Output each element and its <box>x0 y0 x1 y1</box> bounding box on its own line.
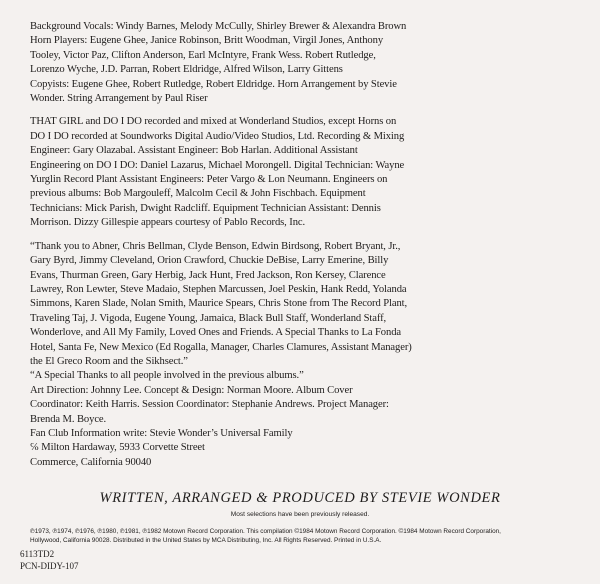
credit-line: Hotel, Santa Fe, New Mexico (Ed Rogalla, Manager, Charles Clamures, Assistant Manager) <box>30 341 412 353</box>
credits-text <box>30 20 578 479</box>
recording-credits <box>30 115 578 230</box>
credit-line: Gary Byrd, Jimmy Cleveland, Orion Crawford, Chuckie DeBise, Larry Emerine, Billy <box>30 255 389 267</box>
personnel-credits <box>30 20 578 106</box>
credit-line: Wonderlove, and All My Family, Loved Ones and Friends. A Special Thanks to La Fonda <box>30 327 401 339</box>
legal-line: ℗1973, ℗1974, ℗1976, ℗1980, ℗1981, ℗1982 Motown Record Corporation. This compilation ©1984 Motown Record Corporation. ©1984 Motown Record Corporation, <box>30 528 501 535</box>
credit-line: “Thank you to Abner, Chris Bellman, Clyde Benson, Edwin Birdsong, Robert Bryant, Jr., <box>30 240 401 252</box>
credit-line: previous albums: Bob Margouleff, Malcolm Cecil & John Fischbach. Equipment <box>30 188 366 200</box>
legal-notice <box>30 528 578 545</box>
credit-line: Lorenzo Wyche, J.D. Parran, Robert Eldridge, Alfred Wilson, Larry Gittens <box>30 64 343 76</box>
credit-line: Horn Players: Eugene Ghee, Janice Robinson, Britt Woodman, Virgil Jones, Anthony <box>30 35 384 47</box>
credit-line: THAT GIRL and DO I DO recorded and mixed at Wonderland Studios, except Horns on <box>30 116 397 128</box>
credit-line: Art Direction: Johnny Lee. Concept & Design: Norman Moore. Album Cover <box>30 384 353 396</box>
legal-line: Hollywood, California 90028. Distributed in the United States by MCA Distributing, Inc. All Rights Reserved. Printed in U.S.A. <box>30 536 382 544</box>
credit-line: the El Greco Room and the Sikhsect.” <box>30 355 188 367</box>
release-note: Most selections have been previously released. <box>230 511 370 518</box>
credit-line: Brenda M. Boyce. <box>30 413 107 425</box>
credit-line: Evans, Thurman Green, Gary Herbig, Jack Hunt, Fred Jackson, Ron Kersey, Clarence <box>30 269 386 281</box>
credit-line: Coordinator: Keith Harris. Session Coordinator: Stephanie Andrews. Project Manager: <box>30 399 389 411</box>
credit-line: Tooley, Victor Paz, Clifton Anderson, Earl McIntyre, Frank Wess. Robert Rutledge, <box>30 49 376 61</box>
credit-line: Fan Club Information write: Stevie Wonder’s Universal Family <box>30 427 293 439</box>
credit-line: ℅ Milton Hardaway, 5933 Corvette Street <box>30 442 205 454</box>
credit-line: “A Special Thanks to all people involved in the previous albums.” <box>30 370 304 382</box>
credit-line: Simmons, Karen Slade, Nolan Smith, Maurice Spears, Chris Stone from The Record Plant, <box>30 298 408 310</box>
credit-line: Yurglin Record Plant Assistant Engineers: Peter Vargo & Lon Neumann. Engineers on <box>30 174 388 186</box>
catalog-number: 6113TD2 <box>20 549 55 559</box>
credit-line: Traveling Taj, J. Vigoda, Eugene Young, Jamaica, Black Bull Staff, Wonderland Staff, <box>30 312 387 324</box>
credit-line: Morrison. Dizzy Gillespie appears courtesy of Pablo Records, Inc. <box>30 217 306 229</box>
credit-line: Lawrey, Ron Lewter, Steve Madaio, Stephen Marcussen, Joel Peskin, Hank Redd, Yolanda <box>30 283 407 295</box>
credit-line: Technicians: Mick Parish, Dwight Radcliff. Equipment Technician Assistant: Dennis <box>30 202 381 214</box>
production-headline: WRITTEN, ARRANGED & PRODUCED BY STEVIE WONDER <box>99 490 501 506</box>
credit-line: Engineer: Gary Olazabal. Assistant Engineer: Bob Harlan. Additional Assistant <box>30 145 358 157</box>
credit-line: Commerce, California 90040 <box>30 456 152 468</box>
credit-line: DO I DO recorded at Soundworks Digital Audio/Video Studios, Ltd. Recording & Mixing <box>30 130 405 142</box>
credit-line: Engineering on DO I DO: Daniel Lazarus, Michael Morongell. Digital Technician: Wayne <box>30 159 405 171</box>
catalog-number: PCN-DIDY-107 <box>20 560 79 571</box>
credit-line: Background Vocals: Windy Barnes, Melody McCully, Shirley Brewer & Alexandra Brown <box>30 21 407 32</box>
credit-line: Copyists: Eugene Ghee, Robert Rutledge, Robert Eldridge. Horn Arrangement by Stevie <box>30 78 397 90</box>
catalog-numbers <box>20 549 79 572</box>
credit-line: Wonder. String Arrangement by Paul Riser <box>30 93 208 105</box>
thanks-credits <box>30 240 578 471</box>
